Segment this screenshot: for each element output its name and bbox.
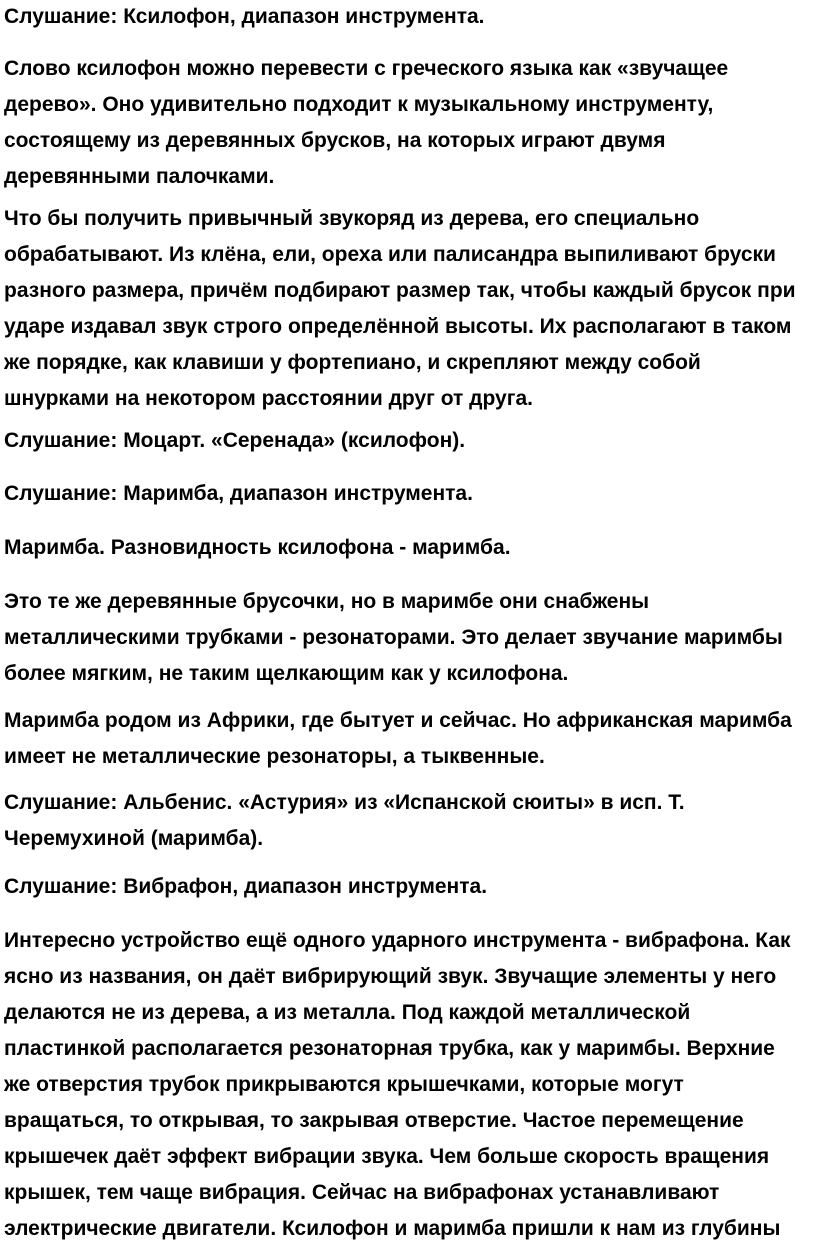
text-line: разного размера, причём подбирают размер так, чтобы каждый брусок при [4,279,796,302]
text-line: Слушание: Ксилофон, диапазон инструмента. [4,5,485,28]
heading-mozart-serenade [4,423,812,459]
text-line: Маримба родом из Африки, где бытует и сейчас. Но африканская маримба [4,709,792,732]
paragraph-vibraphone [4,923,812,1247]
heading-vibraphone-range [4,869,812,905]
heading-albeniz-asturias [4,785,812,857]
text-line: пластинкой располагается резонаторная трубка, как у маримбы. Верхние [4,1037,775,1060]
text-line: Слово ксилофон можно перевести с греческого языка как «звучащее [4,57,729,80]
text-line: шнурками на некотором расстоянии друг от друга. [4,387,533,410]
text-line: деревянными палочками. [4,165,275,188]
text-line: же порядке, как клавиши у фортепиано, и скрепляют между собой [4,351,701,374]
paragraph-marimba-resonators [4,584,812,692]
text-line: более мягким, не таким щелкающим как у ксилофона. [4,662,569,685]
text-line: состоящему из деревянных брусков, на которых играют двумя [4,129,666,152]
heading-xylophone [4,0,812,35]
text-line: обрабатывают. Из клёна, ели, ореха или палисандра выпиливают бруски [4,243,776,266]
text-line: Интересно устройство ещё одного ударного инструмента - вибрафона. Как [4,929,791,952]
text-line: Слушание: Альбенис. «Астурия» из «Испанской сюиты» в исп. Т. [4,791,685,814]
text-line: электрические двигатели. Ксилофон и маримба пришли к нам из глубины [4,1217,781,1240]
text-line: ударе издавал звук строго определённой высоты. Их располагают в таком [4,315,792,338]
text-line: Маримба. Разновидность ксилофона - маримба. [4,536,511,559]
text-line: имеет не металлические резонаторы, а тыквенные. [4,745,545,768]
heading-marimba-variety [4,530,812,566]
text-line: Черемухиной (маримба). [4,827,264,850]
paragraph-xylophone-etymology [4,51,812,195]
text-line: Слушание: Вибрафон, диапазон инструмента. [4,875,488,898]
text-line: крышек, тем чаще вибрация. Сейчас на вибрафонах устанавливают [4,1181,720,1204]
text-line: Слушание: Маримба, диапазон инструмента. [4,482,473,505]
text-line: крышечек даёт эффект вибрации звука. Чем больше скорость вращения [4,1145,770,1168]
text-line: Это те же деревянные брусочки, но в маримбе они снабжены [4,590,650,613]
paragraph-marimba-africa [4,703,812,775]
text-line: дерево». Оно удивительно подходит к музыкальному инструменту, [4,93,714,116]
text-line: Что бы получить привычный звукоряд из дерева, его специально [4,207,700,230]
text-line: делаются не из дерева, а из металла. Под каждой металлической [4,1001,691,1024]
text-line: же отверстия трубок прикрываются крышечками, которые могут [4,1073,684,1096]
text-line: вращаться, то открывая, то закрывая отверстие. Частое перемещение [4,1109,744,1132]
text-line: ясно из названия, он даёт вибрирующий звук. Звучащие элементы у него [4,965,777,988]
text-line: металлическими трубками - резонаторами. Это делает звучание маримбы [4,626,783,649]
text-line: Слушание: Моцарт. «Серенада» (ксилофон). [4,429,466,452]
document-page [4,0,812,1255]
paragraph-xylophone-making [4,201,812,417]
heading-marimba-range [4,476,812,512]
